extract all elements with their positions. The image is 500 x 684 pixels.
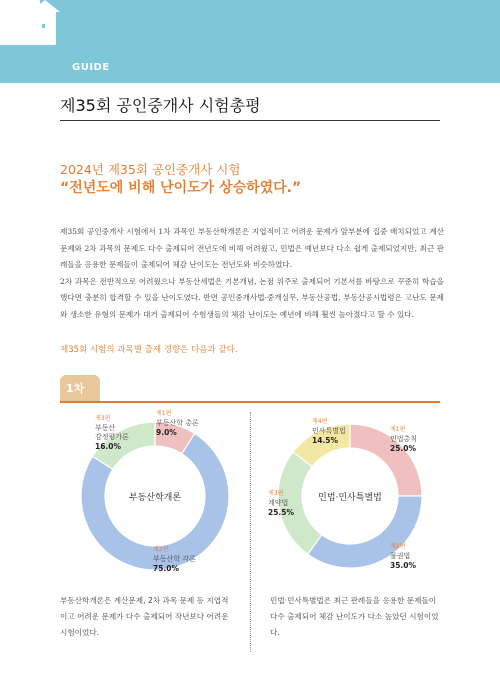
exam-headline: “전년도에 비해 난이도가 상승하였다.”	[60, 180, 302, 196]
slice-part-number: 제3편	[268, 490, 284, 497]
paragraph: 2차 과목은 전반적으로 어려웠으나 부동산세법은 기본개념, 논점 위주로 출제되어 기본서를 바탕으로 꾸준히 학습을 했다면 충분히 합격할 수 있을 난이도였다. 반면 공인중개사법·중개실무, 부동산공법, 부동산공시법령은 고난도 문제와 생소한 유형의 문제가 대거 출제되어 수험생들의 체감 난이도는 예년에 비해 훨씬 높아졌다고 할 수 있다.	[60, 276, 444, 319]
body-text	[60, 224, 444, 323]
slice-part-number: 제1편	[156, 410, 172, 417]
slice-value-label: 25.5%	[268, 508, 295, 517]
paragraph: 제35회 공인중개사 시험에서 1차 과목인 부동산학개론은 지엽적이고 어려운 문제가 앞부분에 집중 배치되었고 계산문제와 2차 과목의 문제도 다수 출제되어 전년도에 비해 어려웠고, 민법은 예년보다 다소 쉽게 출제되었지만, 최근 판례들을 응용한 문제들이 출제되어 체감 난이도는 전년도와 비슷하였다.	[60, 227, 444, 269]
left-chart-description: 부동산학개론은 계산문제, 2차 과목 문제 등 지엽적이고 어려운 문제가 다수 출제되어 작년보다 어려운 시험이었다.	[60, 596, 229, 637]
slice-category-label: 민사특별법	[312, 427, 346, 435]
slice-part-number: 제1편	[390, 426, 406, 433]
page-title: 제35회 공인중개사 시험총평	[60, 96, 261, 115]
slice-part-number: 제2편	[390, 543, 406, 550]
slice-part-number: 제4편	[312, 418, 328, 425]
slice-part-number: 제3편	[95, 415, 111, 422]
slice-category-label: 계약법	[268, 499, 289, 507]
slice-category-label: 감정평가론	[95, 433, 129, 441]
slice-category-label: 부동산학 총론	[156, 419, 199, 427]
exam-subhead: 2024년 제35회 공인중개사 시험	[60, 162, 241, 177]
slice-label	[390, 542, 417, 570]
slice-part-number: 제2편	[153, 546, 169, 553]
donut-center-title: 부동산학개론	[128, 493, 182, 503]
slice-category-label: 물권법	[390, 552, 411, 560]
house-graphic	[0, 0, 80, 45]
trend-note: 제35회 시험의 과목별 출제 경향은 다음과 같다.	[60, 345, 238, 355]
column-divider	[250, 412, 251, 652]
section-label: GUIDE	[72, 62, 110, 73]
slice-value-label: 25.0%	[390, 444, 417, 453]
donut-center-title: 민법·민사특별법	[318, 493, 382, 503]
slice-category-label: 부동산	[95, 424, 116, 432]
slice-value-label: 75.0%	[153, 564, 180, 573]
right-chart-description: 민법·민사특별법은 최근 판례들을 응용한 문제들이 다수 출제되어 체감 난이도가 다소 높았던 시험이었다.	[270, 596, 439, 637]
slice-category-label: 부동산학 각론	[153, 555, 196, 563]
slice-label	[390, 425, 417, 453]
slice-value-label: 14.5%	[312, 436, 339, 445]
slice-value-label: 16.0%	[95, 442, 122, 451]
slice-value-label: 9.0%	[156, 428, 177, 437]
title-divider	[60, 120, 440, 121]
slice-category-label: 민법총칙	[390, 435, 418, 443]
section-tab-label: 1차	[66, 382, 85, 395]
slice-value-label: 35.0%	[390, 561, 417, 570]
